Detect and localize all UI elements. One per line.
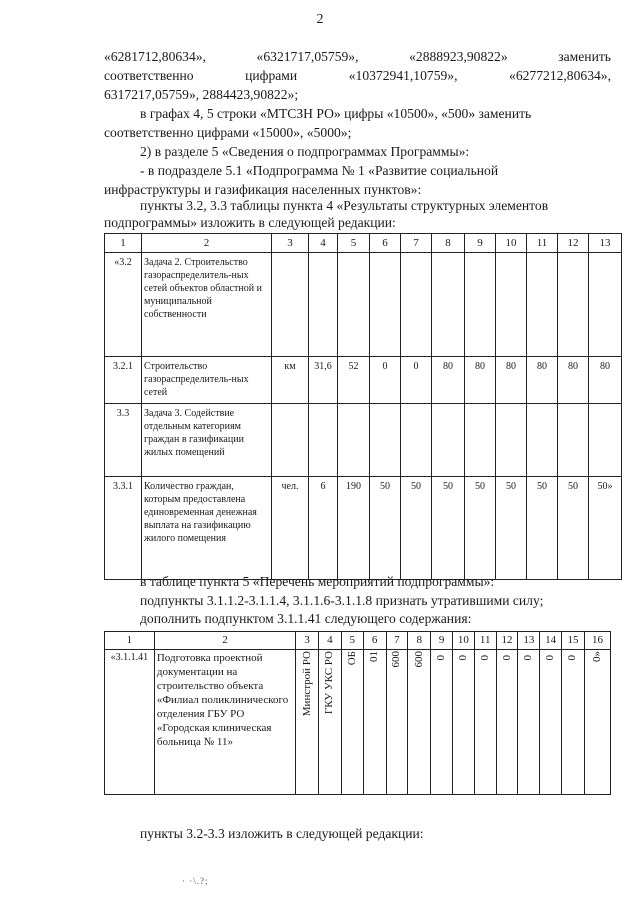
table-cell: 50 — [432, 477, 465, 580]
vertical-text: Минстрой РО — [300, 651, 313, 717]
header-cell: 2 — [142, 234, 272, 253]
table-cell — [465, 253, 496, 357]
table-cell: 3.2.1 — [105, 357, 142, 404]
table-cell: Задача 3. Содействие отдельным категориям граждан в газификации жилых помещений — [142, 404, 272, 477]
table-cell — [363, 650, 386, 795]
vertical-text: 01 — [368, 651, 381, 662]
line-2-part: «10372941,10759», — [348, 68, 458, 83]
table-cell: 3.3 — [105, 404, 142, 477]
header-cell: 4 — [309, 234, 338, 253]
table-cell — [452, 650, 474, 795]
header-cell: 13 — [589, 234, 622, 253]
line-1-part: «2888923,90822» — [409, 49, 508, 64]
header-cell: 5 — [338, 234, 370, 253]
table-cell: чел. — [272, 477, 309, 580]
table-cell: 50 — [527, 477, 558, 580]
table-cell — [558, 404, 589, 477]
table-cell: км — [272, 357, 309, 404]
table-cell — [386, 650, 408, 795]
paragraph-line-3: 6317217,05759», 2884423,90822»; — [104, 87, 299, 102]
header-cell: 1 — [105, 234, 142, 253]
measures-table — [104, 631, 611, 795]
table-cell — [527, 253, 558, 357]
header-cell: 11 — [474, 632, 496, 650]
table-header-row — [105, 234, 622, 253]
table-cell — [338, 253, 370, 357]
header-cell: 6 — [370, 234, 401, 253]
table-cell — [272, 404, 309, 477]
table-cell — [296, 650, 319, 795]
table-row — [105, 253, 622, 357]
vertical-text: 0 — [522, 654, 535, 660]
table-cell: 80 — [465, 357, 496, 404]
table-cell — [496, 650, 518, 795]
paragraph-line-2 — [104, 66, 611, 85]
table-cell — [401, 253, 432, 357]
line-2-part: цифрами — [245, 68, 298, 83]
table-cell: 0 — [370, 357, 401, 404]
table-cell: 50 — [465, 477, 496, 580]
table-cell: 6 — [309, 477, 338, 580]
table-cell — [432, 253, 465, 357]
header-cell: 10 — [496, 234, 527, 253]
table-cell — [584, 650, 610, 795]
table-cell: 50 — [370, 477, 401, 580]
line-1-part: «6281712,80634», — [104, 49, 206, 64]
table-cell: 50 — [401, 477, 432, 580]
header-cell: 16 — [584, 632, 610, 650]
table-cell: Количество граждан, которым предоставлена единовременная денежная выплата на газификацию жилого помещения — [142, 477, 272, 580]
table-cell — [496, 404, 527, 477]
paragraph-line-1 — [104, 47, 611, 66]
header-cell: 8 — [432, 234, 465, 253]
table-cell: 80 — [527, 357, 558, 404]
vertical-text: 600 — [390, 651, 403, 668]
line-2-part: «6277212,80634», — [509, 68, 611, 83]
paragraph-line-14: пункты 3.2-3.3 изложить в следующей редакции: — [140, 826, 424, 841]
vertical-text: ГКУ УКС РО — [323, 651, 336, 715]
table-cell: 190 — [338, 477, 370, 580]
header-cell: 5 — [341, 632, 363, 650]
table-cell: 3.3.1 — [105, 477, 142, 580]
header-cell: 15 — [562, 632, 585, 650]
vertical-text: 0 — [544, 654, 557, 660]
header-cell: 14 — [540, 632, 562, 650]
table-cell — [309, 253, 338, 357]
table-cell: 31,6 — [309, 357, 338, 404]
table-cell: Строительство газораспределитель-ных сетей — [142, 357, 272, 404]
table-cell: «3.2 — [105, 253, 142, 357]
table-cell — [527, 404, 558, 477]
table-cell: 80 — [589, 357, 622, 404]
vertical-text: 0» — [590, 651, 603, 662]
table-cell: 80 — [432, 357, 465, 404]
vertical-text: 0 — [456, 654, 469, 660]
vertical-text: 0 — [478, 654, 491, 660]
table-cell — [589, 404, 622, 477]
paragraph-line-9: пункты 3.2, 3.3 таблицы пункта 4 «Результаты структурных элементов — [140, 198, 549, 213]
paragraph-line-4: в графах 4, 5 строки «МТСЗН РО» цифры «10500», «500» заменить — [140, 106, 532, 121]
header-cell: 10 — [452, 632, 474, 650]
results-table — [104, 233, 622, 580]
table-cell — [401, 404, 432, 477]
paragraph-line-8: инфраструктуры и газификация населенных пунктов»: — [104, 182, 422, 197]
table-cell: 80 — [496, 357, 527, 404]
table-cell — [408, 650, 431, 795]
header-cell: 4 — [319, 632, 342, 650]
table-cell — [309, 404, 338, 477]
paragraph-line-11: в таблице пункта 5 «Перечень мероприятий подпрограммы»: — [140, 574, 495, 589]
header-cell: 12 — [496, 632, 518, 650]
header-cell: 7 — [401, 234, 432, 253]
table-cell — [319, 650, 342, 795]
paragraph-line-7: - в подразделе 5.1 «Подпрограмма № 1 «Развитие социальной — [140, 163, 499, 178]
line-1-part: «6321717,05759», — [256, 49, 359, 64]
table-cell — [341, 650, 363, 795]
table-cell: 50» — [589, 477, 622, 580]
table-row — [105, 477, 622, 580]
header-cell: 13 — [518, 632, 540, 650]
table-row — [105, 650, 611, 795]
vertical-text: 600 — [412, 651, 425, 668]
table-cell: Подготовка проектной документации на строительство объекта «Филиал поликлинического отделения ГБУ РО «Городская клиническая больница № 11» — [154, 650, 295, 795]
table-cell — [338, 404, 370, 477]
table-cell: 50 — [558, 477, 589, 580]
table-cell — [540, 650, 562, 795]
line-1-part: заменить — [558, 49, 611, 64]
paragraph-line-13: дополнить подпунктом 3.1.1.41 следующего содержания: — [140, 611, 472, 626]
table-cell — [518, 650, 540, 795]
table-cell — [272, 253, 309, 357]
table-cell — [589, 253, 622, 357]
vertical-text: 0 — [500, 654, 513, 660]
header-cell: 1 — [105, 632, 155, 650]
header-cell: 7 — [386, 632, 408, 650]
paragraph-line-12: подпункты 3.1.1.2-3.1.1.4, 3.1.1.6-3.1.1.8 признать утратившими силу; — [140, 593, 544, 608]
header-cell: 11 — [527, 234, 558, 253]
table-cell: 50 — [496, 477, 527, 580]
table-row — [105, 404, 622, 477]
table-row — [105, 357, 622, 404]
table-cell — [465, 404, 496, 477]
table-cell — [562, 650, 585, 795]
table-cell: Задача 2. Строительство газораспределитель-ных сетей объектов областной и муниципальной собственности — [142, 253, 272, 357]
table-cell — [496, 253, 527, 357]
table-cell: «3.1.1.41 — [105, 650, 155, 795]
header-cell: 12 — [558, 234, 589, 253]
header-cell: 2 — [154, 632, 295, 650]
vertical-text: 0 — [566, 654, 579, 660]
table-cell — [370, 253, 401, 357]
paragraph-line-6: 2) в разделе 5 «Сведения о подпрограммах Программы»: — [140, 144, 470, 159]
line-2-part: соответственно — [104, 68, 194, 83]
header-cell: 6 — [363, 632, 386, 650]
table-cell: 80 — [558, 357, 589, 404]
vertical-text: 0 — [435, 654, 448, 660]
handwritten-mark: · ·\.?; — [182, 876, 209, 886]
header-cell: 9 — [431, 632, 453, 650]
header-cell: 3 — [272, 234, 309, 253]
table-cell — [474, 650, 496, 795]
table-cell — [558, 253, 589, 357]
header-cell: 3 — [296, 632, 319, 650]
page-number: 2 — [316, 12, 324, 27]
table-header-row — [105, 632, 611, 650]
table-cell — [432, 404, 465, 477]
header-cell: 8 — [408, 632, 431, 650]
table-cell: 52 — [338, 357, 370, 404]
paragraph-line-10: подпрограммы» изложить в следующей редакции: — [104, 215, 396, 230]
paragraph-line-5: соответственно цифрами «15000», «5000»; — [104, 125, 352, 140]
vertical-text: ОБ — [345, 651, 358, 666]
table-cell — [370, 404, 401, 477]
table-cell — [431, 650, 453, 795]
table-cell: 0 — [401, 357, 432, 404]
header-cell: 9 — [465, 234, 496, 253]
